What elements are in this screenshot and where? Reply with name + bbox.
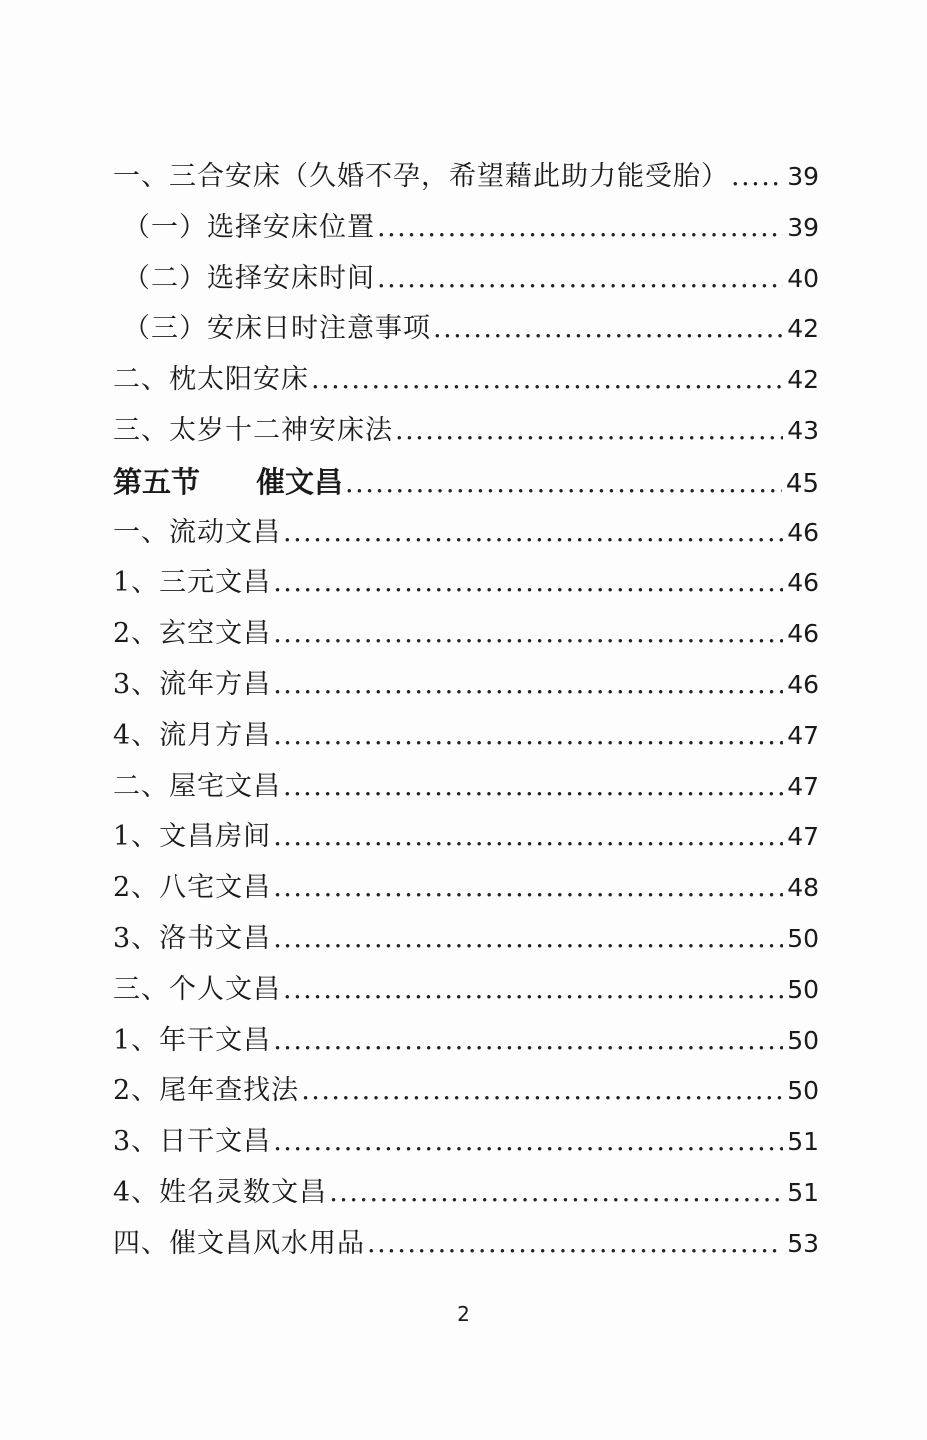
toc-entry-label: 3、洛书文昌	[113, 922, 272, 954]
dot-leader	[395, 406, 783, 457]
toc-entry	[113, 1016, 819, 1067]
toc-entry-page: 47	[787, 771, 819, 801]
dot-leader	[273, 914, 783, 965]
dot-leader	[329, 1168, 783, 1219]
toc-entry	[113, 355, 819, 406]
toc-entry	[113, 304, 819, 355]
toc-entry	[113, 1219, 819, 1270]
toc-entry-label: 四、催文昌风水用品	[113, 1227, 365, 1259]
toc-entry	[113, 1066, 819, 1117]
dot-leader	[273, 558, 783, 609]
toc-entry	[113, 660, 819, 711]
toc-entry-page: 46	[787, 669, 819, 699]
toc-entry-label: 二、屋宅文昌	[113, 770, 281, 802]
toc-entry-label: 3、流年方昌	[113, 668, 272, 700]
toc-entry	[113, 254, 819, 305]
dot-leader	[311, 355, 783, 406]
toc-entry	[113, 609, 819, 660]
toc-section-heading	[113, 457, 819, 508]
toc-entry-page: 39	[787, 212, 819, 242]
dot-leader	[273, 812, 783, 863]
toc-entry-page: 51	[787, 1127, 819, 1157]
toc-entry-page: 48	[787, 873, 819, 903]
dot-leader	[273, 711, 783, 762]
dot-leader	[273, 660, 783, 711]
toc-entry-page: 42	[787, 365, 819, 395]
toc-entry-label: 三、个人文昌	[113, 973, 281, 1005]
dot-leader	[433, 304, 783, 355]
toc-entry	[113, 762, 819, 813]
section-number: 第五节	[113, 464, 201, 499]
toc-entry-page: 47	[787, 822, 819, 852]
toc-entry	[113, 812, 819, 863]
toc-entry-page: 45	[785, 468, 819, 499]
dot-leader	[273, 863, 783, 914]
dot-leader	[273, 609, 783, 660]
dot-leader	[283, 965, 783, 1016]
toc-entry-page: 47	[787, 720, 819, 750]
toc-entry	[113, 914, 819, 965]
toc-entry	[113, 1168, 819, 1219]
toc-entry-page: 53	[787, 1228, 819, 1258]
toc-entry-label: 2、玄空文昌	[113, 618, 272, 650]
toc-entry-label: 4、姓名灵数文昌	[113, 1176, 328, 1208]
toc-entry-page: 39	[787, 162, 819, 191]
toc-entry	[113, 406, 819, 457]
toc-entry-label: 1、年干文昌	[113, 1024, 272, 1056]
toc-entry-page: 50	[787, 923, 819, 953]
toc-entry	[113, 711, 819, 762]
toc-entry	[113, 965, 819, 1016]
toc-entry	[113, 1117, 819, 1168]
toc-entry-label: 二、枕太阳安床	[113, 364, 309, 396]
toc-entry	[113, 558, 819, 609]
toc-entry-label: 3、日干文昌	[113, 1126, 272, 1158]
toc-entry	[113, 508, 819, 559]
toc-entry-label: 4、流月方昌	[113, 719, 272, 751]
toc-entry	[113, 152, 819, 203]
dot-leader	[301, 1066, 783, 1117]
dot-leader	[273, 1016, 783, 1067]
toc-entry-page: 50	[787, 1025, 819, 1055]
toc-entry-label: 一、流动文昌	[113, 516, 281, 548]
toc-entry-page: 50	[787, 1076, 819, 1106]
toc-entry-label	[113, 457, 343, 508]
dot-leader	[731, 152, 783, 203]
toc-entry-page: 46	[787, 568, 819, 598]
dot-leader	[377, 203, 783, 254]
toc-entry	[113, 203, 819, 254]
toc-entry-page: 40	[787, 263, 819, 293]
toc-entry-label: 2、八宅文昌	[113, 872, 272, 904]
toc-entry-page: 50	[787, 974, 819, 1004]
toc-entry-label: （二）选择安床时间	[123, 262, 375, 294]
table-of-contents	[113, 152, 819, 1270]
toc-entry-label: 一、三合安床（久婚不孕，希望藉此助力能受胎）	[113, 161, 729, 192]
dot-leader	[283, 508, 783, 559]
toc-entry-label: 1、文昌房间	[113, 821, 272, 853]
dot-leader	[367, 1219, 783, 1270]
toc-entry-page: 46	[787, 619, 819, 649]
page-number: 2	[457, 1302, 470, 1326]
toc-entry-label: 1、三元文昌	[113, 567, 272, 599]
toc-entry-page: 42	[787, 314, 819, 344]
toc-entry-page: 43	[787, 415, 819, 445]
toc-entry-page: 51	[787, 1177, 819, 1207]
dot-leader	[283, 762, 783, 813]
section-title: 催文昌	[256, 464, 344, 499]
toc-entry-label: 三、太岁十二神安床法	[113, 414, 393, 446]
toc-entry-label: （三）安床日时注意事项	[123, 313, 431, 345]
toc-entry-label: （一）选择安床位置	[123, 211, 375, 243]
toc-entry-label: 2、尾年查找法	[113, 1075, 300, 1107]
dot-leader	[377, 254, 783, 305]
toc-entry	[113, 863, 819, 914]
dot-leader	[345, 459, 782, 508]
dot-leader	[273, 1117, 783, 1168]
toc-entry-page: 46	[787, 517, 819, 547]
